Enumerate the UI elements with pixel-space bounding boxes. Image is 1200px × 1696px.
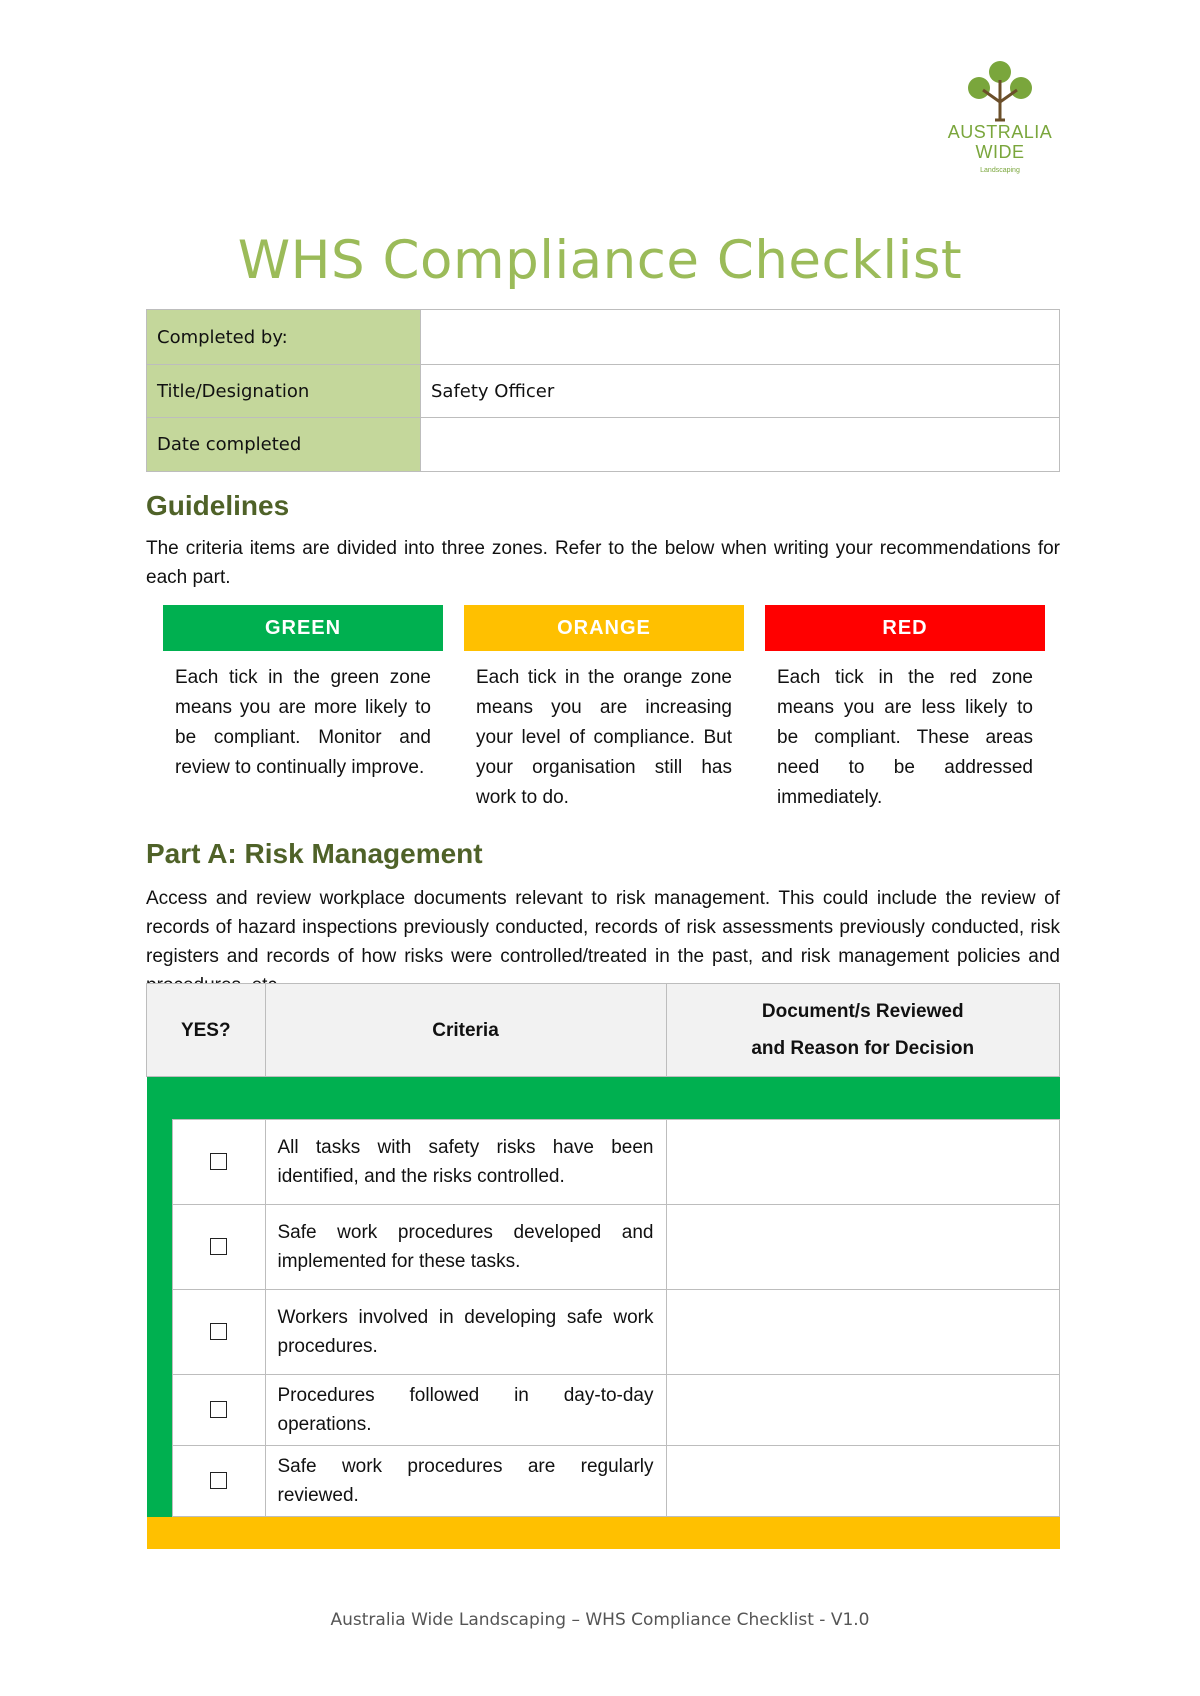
col-docs-header-line1: Document/s Reviewed	[761, 1001, 964, 1022]
criteria-text: Workers involved in developing safe work procedures.	[265, 1290, 666, 1375]
part-a-heading: Part A: Risk Management	[146, 838, 483, 869]
docs-reviewed-cell[interactable]	[666, 1205, 1060, 1290]
info-row	[147, 418, 1060, 472]
table-row	[147, 1290, 1060, 1375]
zone-orange	[464, 605, 744, 813]
tree-logo-icon	[965, 60, 1035, 122]
orange-zone-bar	[147, 1517, 1060, 1550]
zone-orange-text: Each tick in the orange zone means you are increasing your level of compliance. But your organisation still has work to do.	[476, 667, 732, 808]
info-row	[147, 365, 1060, 418]
green-zone-marker	[147, 1446, 173, 1517]
zone-green-text: Each tick in the green zone means you are more likely to be compliant. Monitor and review to continually improve.	[175, 667, 431, 778]
yes-checkbox[interactable]	[172, 1120, 265, 1205]
part-a-intro: Access and review workplace documents relevant to risk management. This could include the review of records of hazard inspections previously conducted, records of risk assessments previously conducted, risk registers and records of how risks were controlled/treated in the past, and risk management policies and	[146, 888, 1060, 967]
info-label: Completed by:	[147, 310, 421, 365]
guidelines-intro: The criteria items are divided into three zones. Refer to the below when writing your recommendations for each part.	[146, 538, 1060, 588]
criteria-text: Safe work procedures are regularly reviewed.	[265, 1446, 666, 1517]
table-row	[147, 1120, 1060, 1205]
completed-by-field[interactable]	[421, 310, 1060, 365]
criteria-text: Safe work procedures developed and implemented for these tasks.	[265, 1205, 666, 1290]
green-zone-bar	[147, 1077, 1060, 1120]
col-yes-header: YES?	[147, 984, 266, 1077]
green-zone-marker	[147, 1375, 173, 1446]
docs-reviewed-cell[interactable]	[666, 1446, 1060, 1517]
green-zone-marker	[147, 1120, 173, 1205]
date-completed-field[interactable]	[421, 418, 1060, 472]
green-zone-marker	[147, 1205, 173, 1290]
zone-red-text: Each tick in the red zone means you are less likely to be compliant. These areas need to be addressed immediately.	[777, 667, 1033, 808]
page-title: WHS Compliance Checklist	[237, 230, 963, 291]
docs-reviewed-cell[interactable]	[666, 1120, 1060, 1205]
table-row	[147, 1205, 1060, 1290]
yes-checkbox[interactable]	[172, 1375, 265, 1446]
logo-tagline: Landscaping	[980, 167, 1020, 174]
col-criteria-header: Criteria	[265, 984, 666, 1077]
page-footer: Australia Wide Landscaping – WHS Compliance Checklist - V1.0	[330, 1610, 870, 1630]
company-logo	[935, 60, 1065, 176]
table-row	[147, 1446, 1060, 1517]
col-docs-header	[666, 984, 1060, 1077]
table-row	[147, 1375, 1060, 1446]
yes-checkbox[interactable]	[172, 1446, 265, 1517]
criteria-text: Procedures followed in day-to-day operations.	[265, 1375, 666, 1446]
logo-line-2: WIDE	[975, 142, 1025, 162]
guidelines-heading: Guidelines	[146, 490, 290, 521]
zone-orange-label: ORANGE	[464, 605, 744, 651]
criteria-table	[146, 983, 1060, 1549]
criteria-header-row	[147, 984, 1060, 1077]
zone-green-label: GREEN	[163, 605, 443, 651]
yes-checkbox[interactable]	[172, 1205, 265, 1290]
info-table	[146, 309, 1060, 472]
docs-reviewed-cell[interactable]	[666, 1375, 1060, 1446]
docs-reviewed-cell[interactable]	[666, 1290, 1060, 1375]
green-zone-marker	[147, 1290, 173, 1375]
zone-green	[163, 605, 443, 783]
logo-line-1: AUSTRALIA	[947, 122, 1053, 142]
zone-red-label: RED	[765, 605, 1045, 651]
info-row	[147, 310, 1060, 365]
criteria-text: All tasks with safety risks have been identified, and the risks controlled.	[265, 1120, 666, 1205]
col-docs-header-line2: and Reason for Decision	[751, 1038, 975, 1059]
zone-red	[765, 605, 1045, 813]
designation-field[interactable]: Safety Officer	[421, 365, 1060, 418]
yes-checkbox[interactable]	[172, 1290, 265, 1375]
info-label: Title/Designation	[147, 365, 421, 418]
info-label: Date completed	[147, 418, 421, 472]
